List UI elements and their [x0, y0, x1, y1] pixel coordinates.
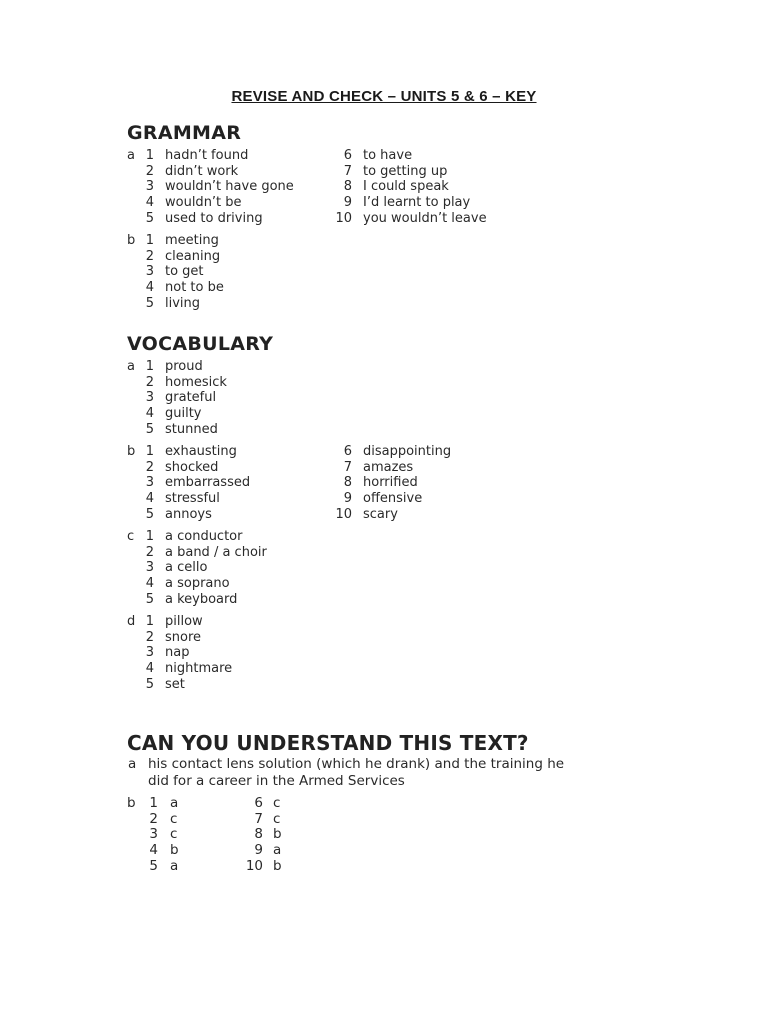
section-letter: a	[127, 359, 135, 374]
item-number: 8	[343, 179, 352, 195]
item-number: 8	[254, 826, 263, 843]
item-answer: c	[170, 826, 178, 843]
item-answer: a soprano	[165, 576, 230, 592]
item-answer: didn’t work	[165, 163, 239, 179]
item-number: 8	[343, 475, 352, 491]
item-number: 2	[145, 544, 154, 560]
item-number: 4	[145, 195, 154, 211]
item-answer: horrified	[363, 475, 418, 491]
item-number: 4	[145, 661, 154, 677]
item-answer: a band / a choir	[165, 544, 267, 560]
item-answer: to getting up	[363, 163, 448, 179]
item-answer: c	[273, 795, 281, 811]
item-number: 5	[149, 857, 158, 874]
item-answer: nap	[165, 645, 190, 661]
item-number: 10	[245, 857, 263, 874]
item-answer: amazes	[363, 459, 414, 475]
item-answer: b	[273, 826, 282, 843]
item-answer: meeting	[165, 233, 219, 248]
item-number: 7	[343, 163, 352, 179]
item-answer: a	[273, 842, 282, 859]
grammar-heading: GRAMMAR	[127, 122, 242, 144]
section-letter: a	[127, 148, 135, 163]
item-number: 2	[145, 374, 154, 390]
item-answer: cleaning	[165, 248, 221, 264]
reading-heading: CAN YOU UNDERSTAND THIS TEXT?	[127, 731, 529, 755]
item-answer: pillow	[165, 614, 203, 629]
item-answer: grateful	[165, 390, 217, 406]
item-number: 5	[145, 295, 154, 311]
item-number: 1	[145, 529, 154, 544]
item-number: 10	[335, 210, 352, 226]
item-answer: guilty	[165, 406, 202, 422]
item-number: 9	[343, 491, 352, 507]
section-letter: c	[127, 529, 135, 544]
item-number: 5	[145, 676, 154, 692]
section-letter: b	[127, 444, 136, 459]
item-number: 7	[343, 459, 352, 475]
item-number: 3	[145, 560, 154, 576]
item-number: 5	[145, 506, 154, 522]
item-answer: you wouldn’t leave	[363, 210, 487, 226]
item-answer: c	[170, 810, 178, 827]
item-number: 3	[145, 645, 154, 661]
item-answer: snore	[165, 629, 202, 645]
item-answer: living	[165, 295, 201, 311]
item-answer: I could speak	[363, 179, 449, 195]
item-answer: a	[170, 857, 179, 874]
reading-a-answer: his contact lens solution (which he drank) and the training he did for a career in the Armed Services	[148, 756, 565, 789]
item-number: 4	[145, 491, 154, 507]
item-number: 1	[145, 614, 154, 629]
item-answer: nightmare	[165, 661, 233, 677]
item-number: 9	[254, 842, 263, 859]
vocabulary-heading: VOCABULARY	[127, 333, 274, 355]
item-answer: b	[273, 857, 282, 874]
item-number: 9	[343, 195, 352, 211]
item-answer: to get	[165, 264, 204, 280]
item-number: 4	[145, 280, 154, 296]
item-answer: a conductor	[165, 529, 243, 544]
item-answer: to have	[363, 148, 413, 163]
item-answer: wouldn’t be	[165, 195, 242, 211]
item-number: 2	[149, 810, 158, 827]
item-number: 2	[145, 163, 154, 179]
item-number: 1	[145, 233, 154, 248]
item-answer: hadn’t found	[165, 148, 249, 163]
item-answer: a keyboard	[165, 591, 238, 607]
item-answer: stunned	[165, 421, 218, 437]
item-answer: I’d learnt to play	[363, 195, 471, 211]
item-number: 1	[145, 148, 154, 163]
item-answer: set	[165, 676, 185, 692]
item-number: 5	[145, 591, 154, 607]
item-answer: embarrassed	[165, 475, 251, 491]
item-answer: exhausting	[165, 444, 237, 459]
item-answer: used to driving	[165, 210, 263, 226]
item-answer: disappointing	[363, 444, 452, 459]
item-number: 2	[145, 248, 154, 264]
item-answer: offensive	[363, 491, 423, 507]
item-number: 10	[335, 506, 352, 522]
item-answer: c	[273, 810, 281, 827]
item-answer: shocked	[165, 459, 219, 475]
reading-a-letter: a	[128, 756, 137, 772]
item-number: 4	[145, 406, 154, 422]
item-answer: a cello	[165, 560, 208, 576]
item-answer: a	[170, 795, 179, 811]
item-answer: homesick	[165, 374, 227, 390]
item-number: 3	[145, 475, 154, 491]
section-letter: b	[127, 795, 136, 811]
item-number: 6	[343, 148, 352, 163]
section-letter: d	[127, 614, 136, 629]
item-number: 3	[149, 826, 158, 843]
item-number: 4	[145, 576, 154, 592]
item-answer: annoys	[165, 506, 212, 522]
item-answer: scary	[363, 506, 398, 522]
item-number: 3	[145, 179, 154, 195]
section-letter: b	[127, 233, 136, 248]
item-number: 6	[343, 444, 352, 459]
item-number: 3	[145, 390, 154, 406]
item-answer: proud	[165, 359, 203, 374]
item-number: 1	[145, 444, 154, 459]
item-number: 4	[149, 842, 158, 859]
item-number: 2	[145, 459, 154, 475]
item-number: 2	[145, 629, 154, 645]
page-title: REVISE AND CHECK – UNITS 5 & 6 – KEY	[231, 88, 537, 105]
item-answer: wouldn’t have gone	[165, 179, 294, 195]
item-answer: not to be	[165, 280, 224, 296]
item-number: 6	[254, 795, 263, 811]
item-number: 1	[145, 359, 154, 374]
item-number: 5	[145, 210, 154, 226]
item-number: 5	[145, 421, 154, 437]
item-number: 1	[149, 795, 158, 811]
item-number: 3	[145, 264, 154, 280]
item-number: 7	[254, 810, 263, 827]
item-answer: stressful	[165, 491, 220, 507]
item-answer: b	[170, 842, 179, 859]
